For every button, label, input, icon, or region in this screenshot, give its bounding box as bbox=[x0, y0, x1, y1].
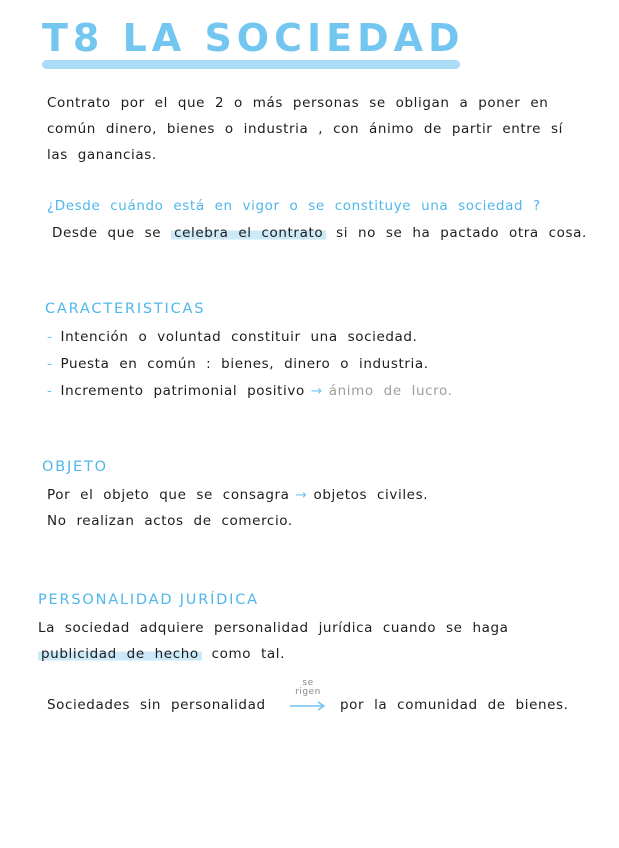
answer-pre: Desde que se bbox=[52, 225, 162, 241]
dash-marker: - bbox=[47, 356, 53, 372]
page-title-block bbox=[40, 14, 465, 70]
personalidad-line-2 bbox=[38, 646, 285, 662]
dash-marker: - bbox=[47, 383, 53, 399]
objeto-line-2: No realizan actos de comercio. bbox=[47, 513, 293, 529]
objeto-line-1-pre: Por el objeto que se consagra bbox=[47, 487, 290, 503]
personalidad-line-3-post: por la comunidad de bienes. bbox=[340, 697, 569, 713]
personalidad-line-2-post: como tal. bbox=[211, 646, 286, 662]
rigen-arrow bbox=[288, 679, 328, 716]
question-answer bbox=[52, 225, 587, 241]
personalidad-line-1: La sociedad adquiere personalidad jurídica cuando se haga bbox=[38, 620, 509, 636]
objeto-line-1-post: objetos civiles. bbox=[313, 487, 429, 503]
caracteristicas-item-text: Puesta en común : bienes, dinero o industria. bbox=[60, 356, 429, 372]
rigen-note: rigen bbox=[295, 687, 321, 697]
question-heading: ¿Desde cuándo está en vigor o se constituye una sociedad ? bbox=[47, 198, 541, 214]
se-note: se bbox=[302, 678, 314, 688]
answer-highlight: celebra el contrato bbox=[171, 225, 326, 241]
animo-lucro-note: ánimo de lucro. bbox=[328, 383, 453, 399]
personalidad-heading: PERSONALIDAD JURÍDICA bbox=[38, 592, 259, 608]
definition-line-3: las ganancias. bbox=[47, 147, 157, 163]
right-arrow-icon: → bbox=[310, 383, 323, 399]
right-arrow-icon bbox=[288, 700, 328, 712]
answer-post: si no se ha pactado otra cosa. bbox=[336, 225, 587, 241]
caracteristicas-item bbox=[47, 383, 453, 399]
personalidad-line-3-pre: Sociedades sin personalidad bbox=[47, 697, 266, 713]
caracteristicas-item-text: Intención o voluntad constituir una sociedad. bbox=[60, 329, 418, 345]
caracteristicas-item bbox=[47, 356, 429, 372]
caracteristicas-item-text: Incremento patrimonial positivo bbox=[60, 383, 305, 399]
objeto-line-1 bbox=[47, 487, 428, 503]
definition-line-1: Contrato por el que 2 o más personas se obligan a poner en bbox=[47, 95, 549, 111]
personalidad-highlight: publicidad de hecho bbox=[38, 646, 202, 662]
page-title: T8 LA SOCIEDAD bbox=[42, 16, 465, 60]
definition-line-2: común dinero, bienes o industria , con ánimo de partir entre sí bbox=[47, 121, 563, 137]
right-arrow-icon: → bbox=[295, 487, 308, 503]
objeto-heading: OBJETO bbox=[42, 459, 108, 475]
caracteristicas-item bbox=[47, 329, 417, 345]
caracteristicas-heading: CARACTERISTICAS bbox=[45, 301, 206, 317]
title-underline bbox=[42, 60, 460, 69]
dash-marker: - bbox=[47, 329, 53, 345]
